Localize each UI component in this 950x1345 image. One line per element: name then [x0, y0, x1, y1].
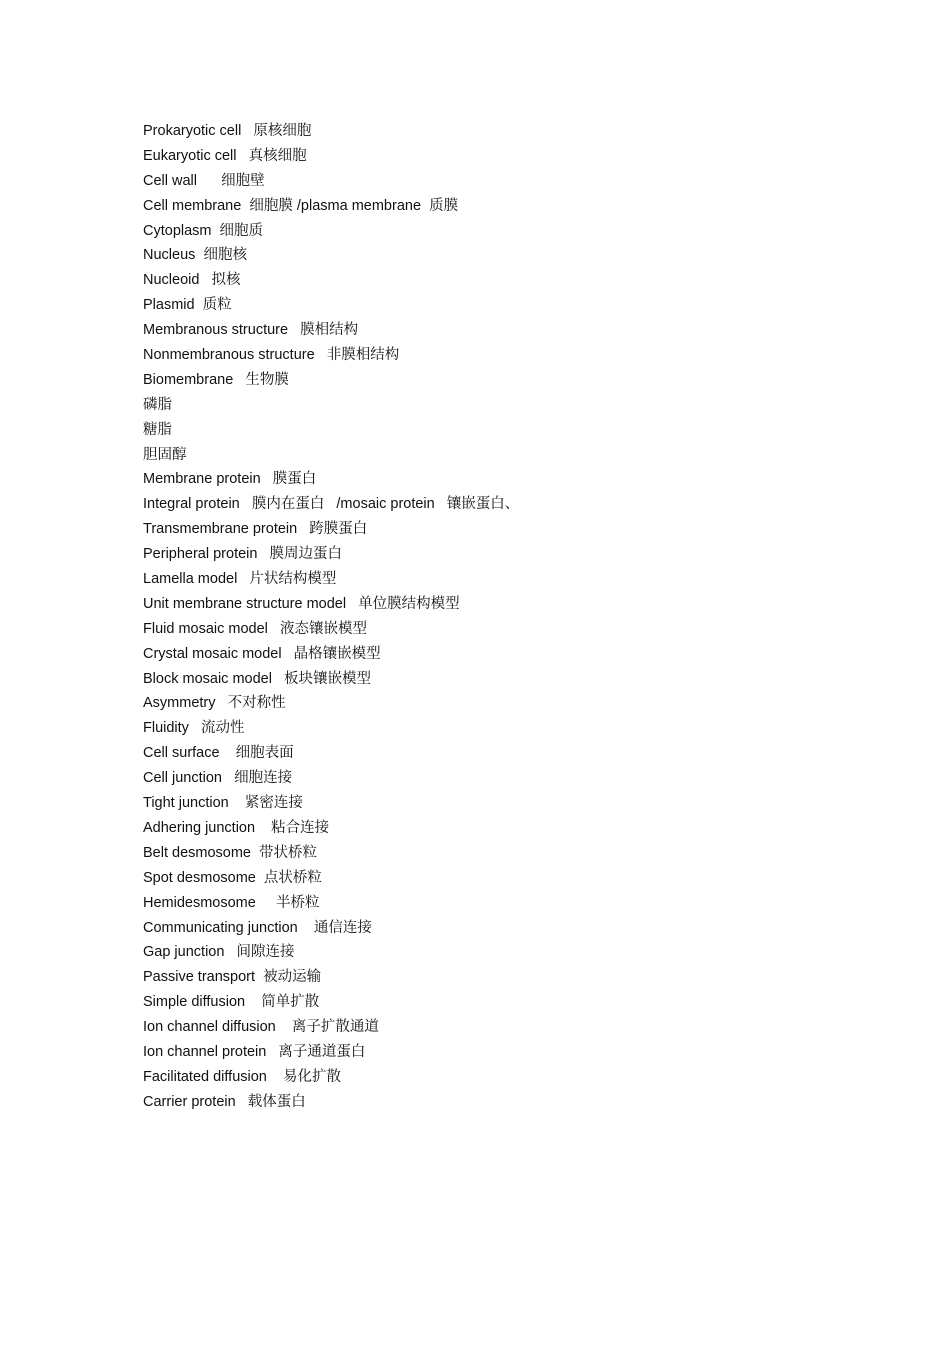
glossary-line: Ion channel diffusion 离子扩散通道: [143, 1019, 379, 1036]
glossary-line: Prokaryotic cell 原核细胞: [143, 123, 312, 139]
glossary-line: Hemidesmosome 半桥粒: [143, 894, 320, 911]
glossary-line: Integral protein 膜内在蛋白 /mosaic protein 镶嵌蛋白、: [143, 496, 520, 513]
glossary-line: Plasmid 质粒: [143, 297, 232, 314]
glossary-line: Cytoplasm 细胞质: [143, 222, 264, 239]
glossary-line: Adhering junction 粘合连接: [143, 819, 330, 836]
glossary-line: Cell junction 细胞连接: [143, 770, 293, 787]
glossary-line: Fluid mosaic model 液态镶嵌模型: [143, 620, 367, 637]
glossary-line: Spot desmosome 点状桥粒: [143, 869, 322, 886]
glossary-line: Passive transport 被动运输: [143, 969, 322, 986]
glossary-line: Unit membrane structure model 单位膜结构模型: [143, 595, 460, 612]
glossary-line: Block mosaic model 板块镶嵌模型: [143, 670, 372, 687]
glossary-line: Cell wall 细胞壁: [143, 172, 265, 189]
glossary-line: 磷脂: [143, 396, 172, 413]
glossary-list: [143, 119, 519, 1115]
glossary-line: Asymmetry 不对称性: [143, 695, 286, 712]
glossary-line: 糖脂: [143, 421, 172, 438]
glossary-line: Cell membrane 细胞膜 /plasma membrane 质膜: [143, 197, 459, 214]
glossary-line: Tight junction 紧密连接: [143, 795, 303, 812]
glossary-line: Nucleus 细胞核: [143, 247, 247, 264]
glossary-line: Membranous structure 膜相结构: [143, 322, 359, 339]
glossary-line: Crystal mosaic model 晶格镶嵌模型: [143, 645, 381, 662]
glossary-line: Biomembrane 生物膜: [143, 371, 289, 388]
glossary-line: 胆固醇: [143, 446, 187, 463]
glossary-line: Eukaryotic cell 真核细胞: [143, 147, 307, 164]
glossary-line: Ion channel protein 离子通道蛋白: [143, 1043, 366, 1060]
glossary-line: Nonmembranous structure 非膜相结构: [143, 347, 400, 364]
glossary-line: Transmembrane protein 跨膜蛋白: [143, 521, 368, 538]
glossary-line: Carrier protein 载体蛋白: [143, 1093, 306, 1110]
glossary-line: Lamella model 片状结构模型: [143, 571, 337, 588]
glossary-line: Membrane protein 膜蛋白: [143, 471, 317, 488]
glossary-line: Facilitated diffusion 易化扩散: [143, 1068, 341, 1085]
glossary-line: Communicating junction 通信连接: [143, 919, 372, 936]
glossary-line: Fluidity 流动性: [143, 720, 245, 737]
glossary-line: Simple diffusion 简单扩散: [143, 994, 320, 1011]
glossary-line: Peripheral protein 膜周边蛋白: [143, 546, 343, 563]
glossary-line: Cell surface 细胞表面: [143, 745, 294, 762]
glossary-line: Gap junction 间隙连接: [143, 944, 295, 961]
glossary-line: Belt desmosome 带状桥粒: [143, 844, 318, 861]
glossary-line: Nucleoid 拟核: [143, 272, 241, 289]
